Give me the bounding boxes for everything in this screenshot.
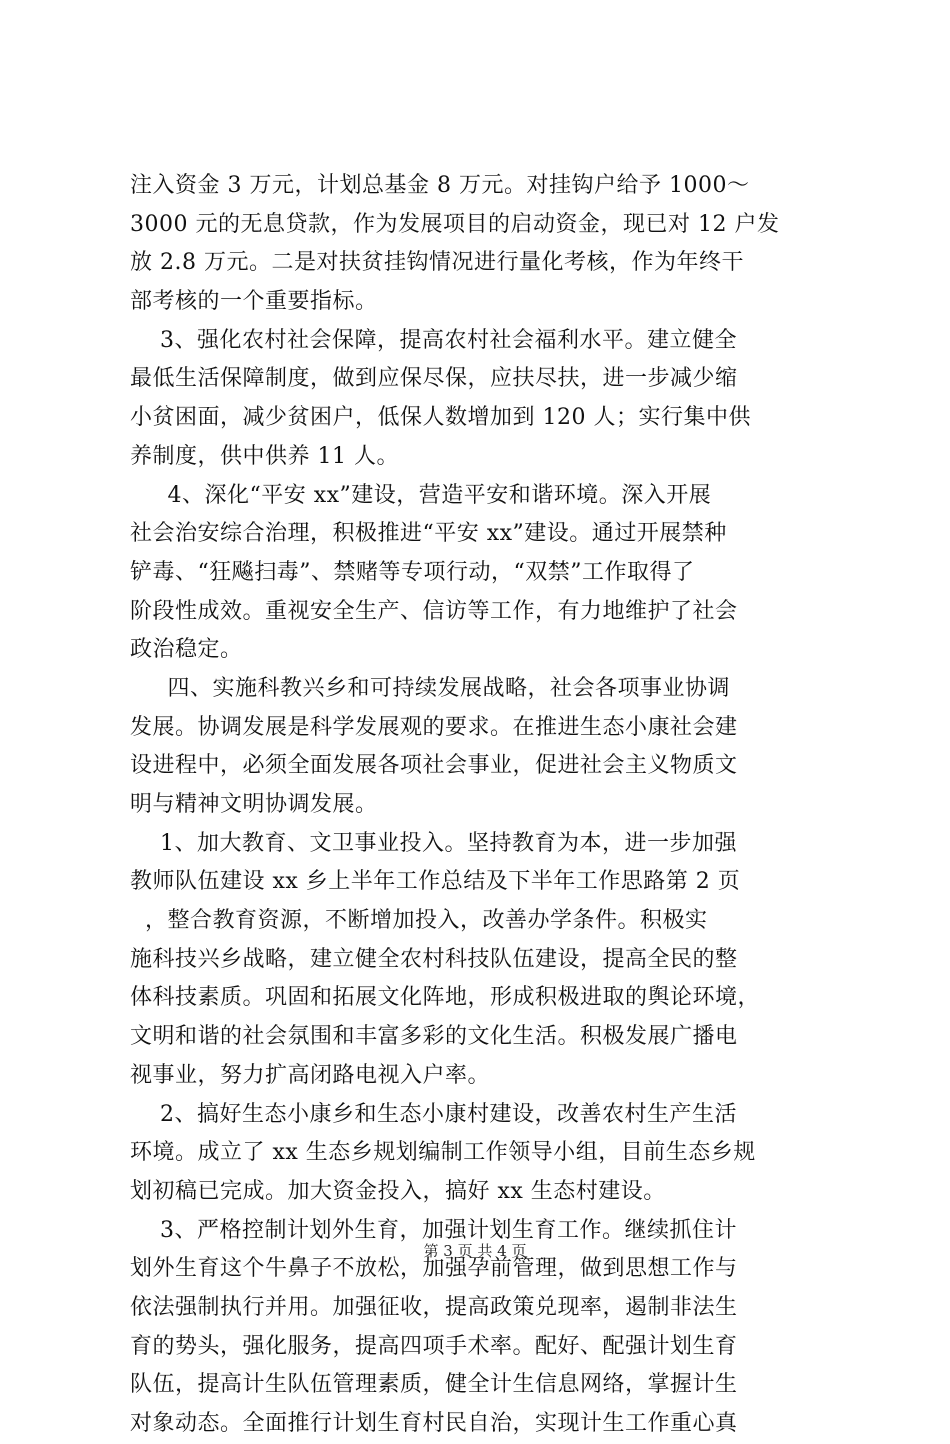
text-line: 设进程中，必须全面发展各项社会事业，促进社会主义物质文 (130, 753, 738, 779)
text-line: 放 2.8 万元。二是对扶贫挂钩情况进行量化考核，作为年终干 (130, 250, 744, 276)
text-line: 铲毒、“狂飚扫毒”、禁赌等专项行动，“双禁”工作取得了 (130, 559, 695, 585)
text-line: 划外生育这个牛鼻子不放松，加强孕前管理，做到思想工作与 (130, 1256, 738, 1282)
text-line: 体科技素质。巩固和拓展文化阵地，形成积极进取的舆论环境， (130, 985, 761, 1011)
text-line: 小贫困面，减少贫困户，低保人数增加到 120 人；实行集中供 (130, 405, 751, 431)
text-line: 四、实施科教兴乡和可持续发展战略，社会各项事业协调 (130, 675, 730, 701)
text-line: 2、搞好生态小康乡和生态小康村建设，改善农村生产生活 (130, 1101, 737, 1127)
text-line: 队伍，提高计生队伍管理素质，健全计生信息网络，掌握计生 (130, 1372, 738, 1398)
text-line: 养制度，供中供养 11 人。 (130, 443, 399, 469)
text-line: 3000 元的无息贷款，作为发展项目的启动资金，现已对 12 户发 (130, 211, 780, 237)
text-line: 文明和谐的社会氛围和丰富多彩的文化生活。积极发展广播电 (130, 1024, 738, 1050)
text-line: 视事业，努力扩高闭路电视入户率。 (130, 1062, 491, 1088)
text-line: 阶段性成效。重视安全生产、信访等工作，有力地维护了社会 (130, 598, 738, 624)
text-line: 3、严格控制计划外生育，加强计划生育工作。继续抓住计 (130, 1217, 737, 1243)
text-line: 依法强制执行并用。加强征收，提高政策兑现率，遏制非法生 (130, 1294, 738, 1320)
text-line: 3、强化农村社会保障，提高农村社会福利水平。建立健全 (130, 327, 737, 353)
text-line: 注入资金 3 万元，计划总基金 8 万元。对挂钩户给予 1000～ (130, 173, 750, 198)
text-line: 育的势头，强化服务，提高四项手术率。配好、配强计划生育 (130, 1333, 738, 1359)
text-line: 环境。成立了 xx 生态乡规划编制工作领导小组，目前生态乡规 (130, 1140, 756, 1166)
text-line: 社会治安综合治理，积极推进“平安 xx”建设。通过开展禁种 (130, 521, 727, 547)
text-line: 最低生活保障制度，做到应保尽保，应扶尽扶，进一步减少缩 (130, 366, 738, 392)
text-line: ，整合教育资源，不断增加投入，改善办学条件。积极实 (130, 908, 708, 934)
text-line: 施科技兴乡战略，建立健全农村科技队伍建设，提高全民的整 (130, 946, 738, 972)
text-line: 发展。协调发展是科学发展观的要求。在推进生态小康社会建 (130, 714, 738, 740)
text-line: 政治稳定。 (130, 637, 243, 663)
text-line: 1、加大教育、文卫事业投入。坚持教育为本，进一步加强 (130, 830, 737, 856)
text-line: 教师队伍建设 xx 乡上半年工作总结及下半年工作思路第 2 页 (130, 869, 741, 895)
text-line: 明与精神文明协调发展。 (130, 792, 378, 817)
text-line: 划初稿已完成。加大资金投入，搞好 xx 生态村建设。 (130, 1178, 666, 1204)
text-line: 部考核的一个重要指标。 (130, 289, 378, 315)
page-footer: 第 3 页 共 4 页 (423, 1242, 527, 1260)
text-line: 4、深化“平安 xx”建设，营造平安和谐环境。深入开展 (130, 482, 712, 508)
text-line: 对象动态。全面推行计划生育村民自治，实现计生工作重心真 (130, 1411, 738, 1436)
